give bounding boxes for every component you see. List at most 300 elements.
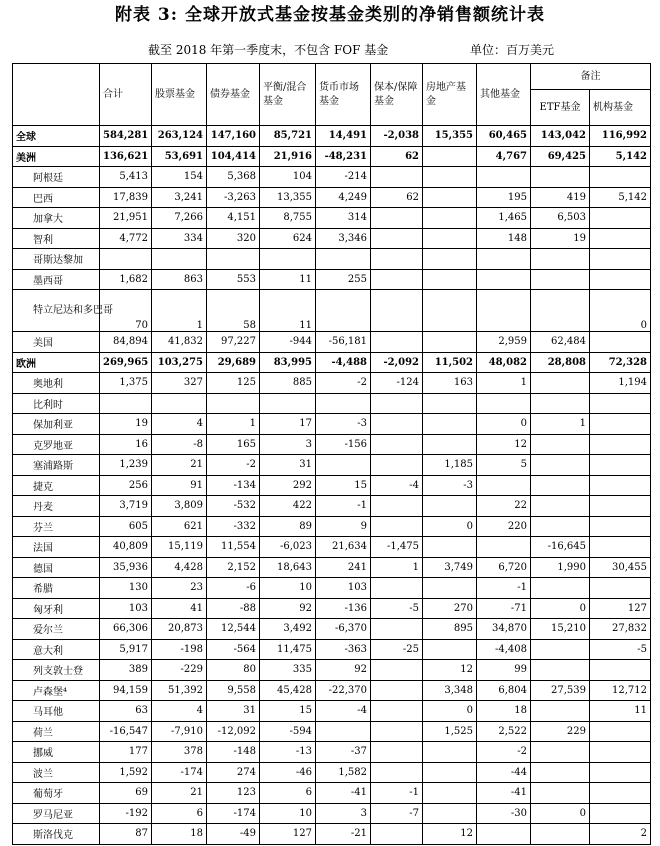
table-cell: 12,544 bbox=[207, 619, 260, 640]
table-cell bbox=[316, 393, 371, 414]
table-row bbox=[13, 373, 651, 394]
table-cell: 4,151 bbox=[207, 208, 260, 229]
table-cell: -2 bbox=[207, 455, 260, 476]
table-row bbox=[13, 496, 651, 517]
row-region-name: 特立尼达和多巴哥 bbox=[13, 290, 100, 332]
table-cell: 3 bbox=[316, 803, 371, 824]
table-cell: -5 bbox=[590, 639, 651, 660]
table-cell: 21,916 bbox=[260, 146, 316, 167]
table-cell bbox=[371, 824, 423, 845]
table-cell: 69,425 bbox=[531, 146, 590, 167]
table-row bbox=[13, 680, 651, 701]
table-cell: 99 bbox=[477, 660, 531, 681]
table-cell bbox=[371, 721, 423, 742]
table-cell: 165 bbox=[207, 434, 260, 455]
table-cell: 147,160 bbox=[207, 126, 260, 147]
table-cell: -88 bbox=[207, 598, 260, 619]
table-cell: 45,428 bbox=[260, 680, 316, 701]
table-cell: 30,455 bbox=[590, 557, 651, 578]
table-cell: -22,370 bbox=[316, 680, 371, 701]
table-cell: 3,809 bbox=[152, 496, 207, 517]
table-cell: 4,772 bbox=[100, 228, 152, 249]
table-cell: 11,554 bbox=[207, 537, 260, 558]
table-cell bbox=[531, 824, 590, 845]
table-cell bbox=[371, 516, 423, 537]
table-cell bbox=[371, 701, 423, 722]
table-row bbox=[13, 228, 651, 249]
table-cell bbox=[531, 373, 590, 394]
header-guaranteed: 保本/保障基金 bbox=[371, 64, 423, 126]
table-cell bbox=[531, 660, 590, 681]
table-cell bbox=[371, 393, 423, 414]
table-cell bbox=[531, 742, 590, 763]
table-cell: -6,370 bbox=[316, 619, 371, 640]
table-cell: 14,491 bbox=[316, 126, 371, 147]
table-cell: 154 bbox=[152, 167, 207, 188]
table-cell: 15 bbox=[316, 475, 371, 496]
table-cell bbox=[423, 208, 477, 229]
table-row bbox=[13, 269, 651, 290]
table-cell: 3,719 bbox=[100, 496, 152, 517]
table-cell: -16,645 bbox=[531, 537, 590, 558]
table-cell bbox=[371, 619, 423, 640]
table-cell: 320 bbox=[207, 228, 260, 249]
table-cell: 35,936 bbox=[100, 557, 152, 578]
table-cell bbox=[152, 249, 207, 270]
header-real-estate: 房地产基金 bbox=[423, 64, 477, 126]
table-cell: 41,832 bbox=[152, 332, 207, 353]
table-cell bbox=[477, 393, 531, 414]
table-cell: 11 bbox=[260, 290, 316, 332]
table-cell: 12 bbox=[477, 434, 531, 455]
table-row bbox=[13, 434, 651, 455]
table-cell bbox=[590, 721, 651, 742]
table-cell: 1 bbox=[477, 373, 531, 394]
table-cell: 15,119 bbox=[152, 537, 207, 558]
table-row bbox=[13, 721, 651, 742]
table-cell: 0 bbox=[531, 598, 590, 619]
table-cell bbox=[531, 639, 590, 660]
table-cell bbox=[316, 249, 371, 270]
row-region-name: 墨西哥 bbox=[13, 269, 100, 290]
table-cell: 12 bbox=[423, 824, 477, 845]
table-cell: 83,995 bbox=[260, 352, 316, 373]
table-cell: 624 bbox=[260, 228, 316, 249]
table-cell: 2 bbox=[590, 824, 651, 845]
table-cell: 60,465 bbox=[477, 126, 531, 147]
table-cell bbox=[100, 249, 152, 270]
table-row bbox=[13, 475, 651, 496]
table-cell: -5 bbox=[371, 598, 423, 619]
table-cell: 3,241 bbox=[152, 187, 207, 208]
table-cell: -198 bbox=[152, 639, 207, 660]
table-cell bbox=[590, 537, 651, 558]
table-cell: 863 bbox=[152, 269, 207, 290]
table-cell: 1 bbox=[152, 290, 207, 332]
table-cell: -156 bbox=[316, 434, 371, 455]
table-cell: -71 bbox=[477, 598, 531, 619]
table-row bbox=[13, 455, 651, 476]
table-cell: 19 bbox=[531, 228, 590, 249]
table-cell: -48,231 bbox=[316, 146, 371, 167]
table-cell: 16 bbox=[100, 434, 152, 455]
table-cell bbox=[531, 269, 590, 290]
table-cell bbox=[531, 249, 590, 270]
table-cell: 20,873 bbox=[152, 619, 207, 640]
table-cell bbox=[423, 290, 477, 332]
table-cell: 3,346 bbox=[316, 228, 371, 249]
table-cell bbox=[531, 290, 590, 332]
table-row bbox=[13, 783, 651, 804]
row-region-name: 比利时 bbox=[13, 393, 100, 414]
row-region-name: 克罗地亚 bbox=[13, 434, 100, 455]
table-cell bbox=[590, 803, 651, 824]
table-cell: 27,832 bbox=[590, 619, 651, 640]
table-cell: -6,023 bbox=[260, 537, 316, 558]
table-cell bbox=[371, 578, 423, 599]
table-cell: 18 bbox=[477, 701, 531, 722]
table-cell: 91 bbox=[152, 475, 207, 496]
table-row bbox=[13, 598, 651, 619]
table-cell bbox=[590, 660, 651, 681]
table-cell: 1 bbox=[207, 414, 260, 435]
header-region bbox=[13, 64, 100, 126]
table-cell: -1 bbox=[316, 496, 371, 517]
table-cell: 6,503 bbox=[531, 208, 590, 229]
table-cell: -2,092 bbox=[371, 352, 423, 373]
table-cell: 7,266 bbox=[152, 208, 207, 229]
row-region-name: 意大利 bbox=[13, 639, 100, 660]
table-cell bbox=[371, 680, 423, 701]
table-cell: 1,990 bbox=[531, 557, 590, 578]
table-cell bbox=[423, 249, 477, 270]
table-cell: 270 bbox=[423, 598, 477, 619]
table-row bbox=[13, 660, 651, 681]
table-cell bbox=[423, 393, 477, 414]
table-cell bbox=[531, 701, 590, 722]
table-cell: 40,809 bbox=[100, 537, 152, 558]
table-cell: 27,539 bbox=[531, 680, 590, 701]
table-cell: 123 bbox=[207, 783, 260, 804]
table-cell: 0 bbox=[423, 516, 477, 537]
table-cell: 0 bbox=[531, 803, 590, 824]
table-cell: 143,042 bbox=[531, 126, 590, 147]
table-cell: -363 bbox=[316, 639, 371, 660]
table-cell: 41 bbox=[152, 598, 207, 619]
row-region-name: 罗马尼亚 bbox=[13, 803, 100, 824]
table-cell: 5,413 bbox=[100, 167, 152, 188]
row-region-name: 阿根廷 bbox=[13, 167, 100, 188]
row-region-name: 捷克 bbox=[13, 475, 100, 496]
table-cell bbox=[423, 762, 477, 783]
table-cell: 895 bbox=[423, 619, 477, 640]
table-cell bbox=[590, 228, 651, 249]
table-cell bbox=[590, 208, 651, 229]
table-cell bbox=[590, 249, 651, 270]
table-cell: -3 bbox=[316, 414, 371, 435]
table-cell bbox=[477, 167, 531, 188]
table-cell: 92 bbox=[316, 660, 371, 681]
table-cell: -13 bbox=[260, 742, 316, 763]
row-region-name: 智利 bbox=[13, 228, 100, 249]
table-cell: 92 bbox=[260, 598, 316, 619]
row-region-name: 马耳他 bbox=[13, 701, 100, 722]
table-cell: 66,306 bbox=[100, 619, 152, 640]
table-cell: -3 bbox=[423, 475, 477, 496]
table-cell: 5,142 bbox=[590, 146, 651, 167]
table-cell: 17 bbox=[260, 414, 316, 435]
table-cell: -1 bbox=[477, 578, 531, 599]
table-row bbox=[13, 639, 651, 660]
table-cell bbox=[590, 434, 651, 455]
table-cell bbox=[423, 434, 477, 455]
table-cell: 51,392 bbox=[152, 680, 207, 701]
table-cell: -49 bbox=[207, 824, 260, 845]
table-row bbox=[13, 803, 651, 824]
table-cell: 116,992 bbox=[590, 126, 651, 147]
table-cell: 1,682 bbox=[100, 269, 152, 290]
table-cell: 127 bbox=[260, 824, 316, 845]
table-cell bbox=[531, 783, 590, 804]
table-cell bbox=[207, 393, 260, 414]
table-cell: 31 bbox=[207, 701, 260, 722]
row-region-name: 挪威 bbox=[13, 742, 100, 763]
table-row bbox=[13, 516, 651, 537]
table-cell: -4,408 bbox=[477, 639, 531, 660]
table-cell bbox=[423, 167, 477, 188]
table-cell: 104 bbox=[260, 167, 316, 188]
table-cell bbox=[590, 742, 651, 763]
fund-sales-table bbox=[12, 63, 651, 845]
table-cell bbox=[423, 496, 477, 517]
table-cell: -192 bbox=[100, 803, 152, 824]
table-cell: 4,249 bbox=[316, 187, 371, 208]
table-cell bbox=[423, 269, 477, 290]
table-row bbox=[13, 537, 651, 558]
table-cell: -30 bbox=[477, 803, 531, 824]
table-cell: 220 bbox=[477, 516, 531, 537]
table-cell bbox=[316, 290, 371, 332]
table-cell: -136 bbox=[316, 598, 371, 619]
table-cell: 11,475 bbox=[260, 639, 316, 660]
table-cell bbox=[590, 475, 651, 496]
table-cell bbox=[477, 269, 531, 290]
table-cell: 419 bbox=[531, 187, 590, 208]
table-cell: 80 bbox=[207, 660, 260, 681]
table-cell: 263,124 bbox=[152, 126, 207, 147]
table-cell: -7 bbox=[371, 803, 423, 824]
table-cell: -564 bbox=[207, 639, 260, 660]
table-cell: 19 bbox=[100, 414, 152, 435]
table-cell bbox=[531, 434, 590, 455]
table-row bbox=[13, 762, 651, 783]
table-cell: 3,749 bbox=[423, 557, 477, 578]
table-cell bbox=[371, 455, 423, 476]
row-region-name: 斯洛伐克 bbox=[13, 824, 100, 845]
table-cell: 148 bbox=[477, 228, 531, 249]
table-cell: 22 bbox=[477, 496, 531, 517]
header-equity: 股票基金 bbox=[152, 64, 207, 126]
table-cell: 6 bbox=[260, 783, 316, 804]
table-cell: 89 bbox=[260, 516, 316, 537]
table-cell: 1 bbox=[531, 414, 590, 435]
table-cell bbox=[371, 269, 423, 290]
table-row bbox=[13, 187, 651, 208]
table-cell: 0 bbox=[477, 414, 531, 435]
table-cell: 72,328 bbox=[590, 352, 651, 373]
table-cell bbox=[371, 742, 423, 763]
table-cell bbox=[371, 249, 423, 270]
table-cell: 127 bbox=[590, 598, 651, 619]
table-cell: 34,870 bbox=[477, 619, 531, 640]
table-cell: 11 bbox=[260, 269, 316, 290]
table-cell: 9 bbox=[316, 516, 371, 537]
table-cell: 1,525 bbox=[423, 721, 477, 742]
table-cell: 84,894 bbox=[100, 332, 152, 353]
table-cell: 15,210 bbox=[531, 619, 590, 640]
table-cell bbox=[590, 578, 651, 599]
table-cell: 62,484 bbox=[531, 332, 590, 353]
table-cell: 103 bbox=[100, 598, 152, 619]
table-cell bbox=[423, 146, 477, 167]
table-cell: -12,092 bbox=[207, 721, 260, 742]
table-cell: 85,721 bbox=[260, 126, 316, 147]
table-cell: 21 bbox=[152, 455, 207, 476]
table-cell: -174 bbox=[152, 762, 207, 783]
table-cell: -25 bbox=[371, 639, 423, 660]
row-region-name: 德国 bbox=[13, 557, 100, 578]
table-cell: 29,689 bbox=[207, 352, 260, 373]
table-cell: 103 bbox=[316, 578, 371, 599]
table-cell: 21 bbox=[152, 783, 207, 804]
table-cell: 1,375 bbox=[100, 373, 152, 394]
table-cell: 97,227 bbox=[207, 332, 260, 353]
table-row bbox=[13, 742, 651, 763]
table-cell: -1 bbox=[371, 783, 423, 804]
row-region-name: 加拿大 bbox=[13, 208, 100, 229]
table-cell bbox=[423, 187, 477, 208]
table-cell: 6,720 bbox=[477, 557, 531, 578]
table-cell: 314 bbox=[316, 208, 371, 229]
table-cell: 0 bbox=[590, 290, 651, 332]
table-cell: 53,691 bbox=[152, 146, 207, 167]
header-etf: ETF基金 bbox=[531, 90, 590, 126]
table-cell bbox=[590, 516, 651, 537]
table-cell: 4 bbox=[152, 701, 207, 722]
table-cell: 4,428 bbox=[152, 557, 207, 578]
table-cell: 11,502 bbox=[423, 352, 477, 373]
table-cell: 335 bbox=[260, 660, 316, 681]
table-cell bbox=[371, 290, 423, 332]
table-cell bbox=[477, 537, 531, 558]
table-cell bbox=[590, 269, 651, 290]
row-region-name: 塞浦路斯 bbox=[13, 455, 100, 476]
table-cell: 63 bbox=[100, 701, 152, 722]
table-cell bbox=[590, 783, 651, 804]
table-cell bbox=[531, 496, 590, 517]
row-region-name: 全球 bbox=[13, 126, 100, 147]
table-cell bbox=[477, 249, 531, 270]
table-cell bbox=[423, 414, 477, 435]
table-cell: 2,959 bbox=[477, 332, 531, 353]
table-cell bbox=[590, 496, 651, 517]
row-region-name: 美国 bbox=[13, 332, 100, 353]
table-scope-note: 截至 2018 年第一季度末，不包含 FOF 基金 bbox=[148, 43, 389, 57]
row-region-name: 哥斯达黎加 bbox=[13, 249, 100, 270]
table-cell: 5 bbox=[477, 455, 531, 476]
table-cell: -944 bbox=[260, 332, 316, 353]
table-cell: 163 bbox=[423, 373, 477, 394]
table-cell bbox=[423, 742, 477, 763]
table-cell: 389 bbox=[100, 660, 152, 681]
table-cell bbox=[371, 208, 423, 229]
row-region-name: 芬兰 bbox=[13, 516, 100, 537]
table-cell bbox=[590, 762, 651, 783]
table-cell: 23 bbox=[152, 578, 207, 599]
page-title: 附表 3: 全球开放式基金按基金类别的净销售额统计表 bbox=[115, 5, 545, 25]
header-institutional: 机构基金 bbox=[590, 90, 651, 126]
table-cell: 31 bbox=[260, 455, 316, 476]
table-cell bbox=[423, 578, 477, 599]
table-cell bbox=[590, 414, 651, 435]
table-cell: 21,951 bbox=[100, 208, 152, 229]
table-cell bbox=[371, 167, 423, 188]
table-cell bbox=[316, 721, 371, 742]
table-cell: 269,965 bbox=[100, 352, 152, 373]
table-cell: 17,839 bbox=[100, 187, 152, 208]
row-region-name: 奥地利 bbox=[13, 373, 100, 394]
table-cell bbox=[531, 516, 590, 537]
table-cell: -41 bbox=[477, 783, 531, 804]
table-cell: 10 bbox=[260, 578, 316, 599]
table-cell bbox=[531, 167, 590, 188]
table-row bbox=[13, 414, 651, 435]
table-cell bbox=[423, 332, 477, 353]
table-cell: -4 bbox=[316, 701, 371, 722]
table-cell bbox=[590, 455, 651, 476]
table-cell bbox=[477, 290, 531, 332]
table-cell bbox=[100, 393, 152, 414]
table-cell: 241 bbox=[316, 557, 371, 578]
table-cell: 10 bbox=[260, 803, 316, 824]
table-cell: -16,547 bbox=[100, 721, 152, 742]
table-cell: 3,348 bbox=[423, 680, 477, 701]
table-cell: 256 bbox=[100, 475, 152, 496]
row-region-name: 法国 bbox=[13, 537, 100, 558]
table-cell bbox=[371, 414, 423, 435]
table-cell: 605 bbox=[100, 516, 152, 537]
table-cell: 1,582 bbox=[316, 762, 371, 783]
table-cell: 5,368 bbox=[207, 167, 260, 188]
table-cell: -4 bbox=[371, 475, 423, 496]
table-row bbox=[13, 619, 651, 640]
table-cell bbox=[423, 537, 477, 558]
table-cell: -7,910 bbox=[152, 721, 207, 742]
table-row bbox=[13, 824, 651, 845]
row-region-name: 美洲 bbox=[13, 146, 100, 167]
table-cell: 1,592 bbox=[100, 762, 152, 783]
table-cell: 378 bbox=[152, 742, 207, 763]
table-cell: 15,355 bbox=[423, 126, 477, 147]
table-cell: 18,643 bbox=[260, 557, 316, 578]
table-cell: -56,181 bbox=[316, 332, 371, 353]
row-region-name: 欧洲 bbox=[13, 352, 100, 373]
table-row bbox=[13, 126, 651, 147]
table-cell bbox=[371, 660, 423, 681]
table-cell bbox=[531, 393, 590, 414]
unit-note: 单位：百万美元 bbox=[470, 43, 555, 57]
table-cell: 885 bbox=[260, 373, 316, 394]
